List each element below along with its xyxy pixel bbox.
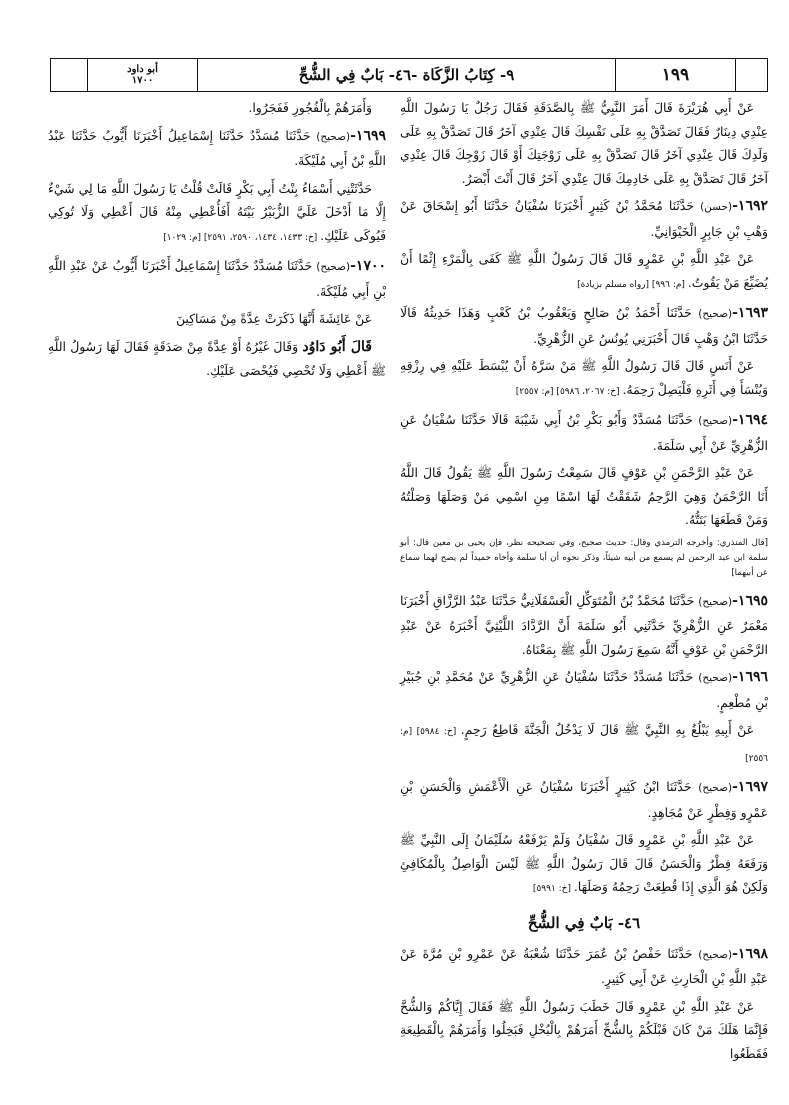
hadith-number: ١٧٠٠- (350, 258, 386, 274)
hadith-body: وَقَالَ غَيْرُهُ أَوْ عِدَّةً مِنْ صَدَقَةٍ فَقَالَ لَهَا رَسُولُ اللَّهِ ﷺ أَعْطِي وَلَا تُحْصِي فَيُحْصَى عَلَيْكِ. (48, 338, 386, 378)
hadith-grade: (صحيح) (698, 672, 733, 684)
hadith-number: ١٦٩٦- (732, 669, 768, 685)
hadith-reference: [خ: ١٤٣٣، ١٤٣٤، ٢٥٩٠، ٢٥٩١] [م: ١٠٢٩] (163, 232, 321, 243)
hadith-body: حَدَّثَنَا ابْنُ كَثِيرٍ أَخْبَرَنَا سُفْيَانُ عَنِ الْأَعْمَشِ وَالْحَسَنِ بْنِ عَمْرٍو وَفِطْرٍ عَنْ مُجَاهِدٍ. (400, 779, 768, 820)
hadith-body: عَنْ أَبِيهِ يَبْلُغُ بِهِ النَّبِيَّ ﷺ قَالَ لَا يَدْخُلُ الْجَنَّةَ قَاطِعُ رَحِمٍ. (460, 722, 755, 737)
header-book-cell (87, 59, 197, 91)
hadith-chain (400, 301, 768, 350)
hadith-text (48, 177, 386, 251)
hadith-text (48, 96, 386, 120)
hadith-grade: (صحيح) (698, 415, 733, 427)
hadith-chain (48, 254, 386, 303)
hadith-text (48, 335, 386, 383)
hadith-chain (400, 942, 768, 991)
author-remark: قَالَ أَبُو دَاوُد (302, 338, 372, 355)
hadith-grade: (صحيح) (698, 595, 733, 608)
hadith-text (400, 828, 768, 902)
hadith-reference: [خ: ٥٩٩١] (532, 884, 574, 894)
hadith-body: عَنْ عَبْدِ اللَّهِ بْنِ عَمْرٍو قَالَ خَطَبَ رَسُولُ اللَّهِ ﷺ فَقَالَ إِيَّاكُمْ وَالشُّحَّ فَإِنَّمَا هَلَكَ مَنْ كَانَ قَبْلَكُمْ بِالشُّحِّ أَمَرَهُمْ بِالْبُخْلِ فَبَخِلُوا وَأَمَرَهُمْ بِالْقَطِيعَةِ فَقَطَعُوا (400, 998, 768, 1061)
hadith-body: عَنْ عَبْدِ اللَّهِ بْنِ عَمْرٍو قَالَ سُفْيَانُ وَلَمْ يَرْفَعْهُ سُلَيْمَانُ إِلَى النَّبِيِّ ﷺ وَرَفَعَهُ فِطْرٌ وَالْحَسَنُ قَالَ قَالَ رَسُولُ اللَّهِ ﷺ لَيْسَ الْوَاصِلُ بِالْمُكَافِئِ وَلَكِنْ هُوَ الَّذِي إِذَا قُطِعَتْ رَحِمُهُ وَصَلَهَا. (400, 832, 768, 894)
hadith-number: ١٦٩٧- (732, 779, 768, 795)
left-column (48, 96, 386, 387)
hadith-chain (400, 665, 768, 714)
hadith-grade: (صحيح) (698, 308, 733, 320)
hadith-number: ١٦٩٨- (732, 945, 768, 962)
page-number: ١٩٩ (615, 59, 735, 91)
hadith-body: حَدَّثَنَا أَحْمَدُ بْنُ صَالِحٍ وَيَعْقُوبُ بْنُ كَعْبٍ وَهَذَا حَدِيثُهُ قَالَا حَدَّثَنَا ابْنُ وَهْبٍ قَالَ أَخْبَرَنِي يُونُسُ عَنِ الزُّهْرِيِّ. (400, 305, 768, 346)
hadith-text (400, 247, 768, 297)
hadith-body: عَنْ عَبْدِ اللَّهِ بْنِ عَمْرٍو قَالَ قَالَ رَسُولُ اللَّهِ ﷺ كَفَى بِالْمَرْءِ إِثْمًا أَنْ يُضَيِّعَ مَنْ يَقُوتُ. (400, 251, 768, 290)
hadith-chain (400, 775, 768, 824)
hadith-body: حَدَّثَتْنِي أَسْمَاءُ بِنْتُ أَبِي بَكْرٍ قَالَتْ قُلْتُ يَا رَسُولَ اللَّهِ مَا لِي شَيْءٌ إِلَّا مَا أَدْخَلَ عَلَيَّ الزُّبَيْرُ بَيْتَهُ أَفَأُعْطِي مِنْهُ قَالَ أَعْطِي وَلَا تُوكِي فَيُوكَى عَلَيْكِ. (48, 180, 386, 243)
book-name: أبو داود (127, 64, 158, 75)
hadith-text (48, 307, 386, 331)
hadith-number: ١٦٩٩- (350, 127, 386, 144)
hadith-body: حَدَّثَنَا مُحَمَّدُ بْنُ الْمُتَوَكِّلِ الْعَسْقَلَانِيُّ حَدَّثَنَا عَبْدُ الرَّزَّاقِ أَخْبَرَنَا مَعْمَرٌ عَنِ الزُّهْرِيِّ حَدَّثَنِي أَبُو سَلَمَةَ أَنَّ الرَّدَّادَ اللَّيْثِيَّ أَخْبَرَهُ عَنْ عَبْدِ الرَّحْمَنِ بْنِ عَوْفٍ أَنَّهُ سَمِعَ رَسُولَ اللَّهِ ﷺ بِمَعْنَاهُ. (400, 592, 768, 657)
header-blank-cell (735, 59, 767, 91)
page-header (50, 58, 768, 92)
chapter-title: ٩- كِتَابُ الزَّكَاة -٤٦- بَابٌ فِي الشُّحِّ (197, 59, 615, 91)
hadith-body: حَدَّثَنَا مُسَدَّدٌ حَدَّثَنَا إِسْمَاعِيلُ أَخْبَرَنَا أَيُّوبُ عَنْ عَبْدِ اللَّهِ بْنِ أَبِي مُلَيْكَةَ. (48, 258, 386, 299)
hadith-chain (400, 408, 768, 457)
hadith-reference: [خ: ٢٠٦٧، ٥٩٨٦] [م: ٢٥٥٧] (515, 386, 623, 397)
hadith-grade: (حسن) (700, 201, 733, 213)
hadith-body: حَدَّثَنَا مُسَدَّدٌ حَدَّثَنَا سُفْيَانُ عَنِ الزُّهْرِيِّ عَنْ مُحَمَّدِ بْنِ جُبَيْرِ بْنِ مُطْعِمٍ. (400, 669, 768, 710)
hadith-number: ١٦٩٤- (732, 412, 768, 428)
hadith-number: ١٦٩٥- (732, 592, 768, 609)
hadith-body: وَأَمَرَهُمْ بِالْفُجُورِ فَفَجَرُوا. (248, 100, 372, 115)
hadith-body: حَدَّثَنَا مُحَمَّدُ بْنُ كَثِيرٍ أَخْبَرَنَا سُفْيَانُ حَدَّثَنَا أَبُو إِسْحَاقَ عَنْ وَهْبِ بْنِ جَابِرٍ الْخَيْوَانِيِّ. (400, 198, 768, 239)
hadith-grade: (صحيح) (316, 130, 351, 143)
right-column (400, 96, 768, 1069)
hadith-grade: (صحيح) (698, 948, 733, 961)
hadith-reference: [م: ٩٩٦] [رواه مسلم بزيادة] (577, 279, 688, 290)
hadith-body: حَدَّثَنَا مُسَدَّدٌ وَأَبُو بَكْرِ بْنُ أَبِي شَيْبَةَ قَالَا حَدَّثَنَا سُفْيَانُ عَنِ الزُّهْرِيِّ عَنْ أَبِي سَلَمَةَ. (400, 412, 768, 453)
chapter-heading: ٤٦- بَابٌ فِي الشُّحِّ (527, 913, 641, 932)
header-blank-cell (51, 59, 87, 91)
hadith-text (400, 995, 768, 1066)
hadith-text (400, 354, 768, 404)
hadith-range: ١٧٠٠ (131, 75, 154, 86)
hadith-body: عَنْ عَائِشَةَ أَنَّهَا ذَكَرَتْ عِدَّةً مِنْ مَسَاكِينَ (175, 311, 372, 326)
hadith-chain (48, 124, 386, 173)
hadith-chain (400, 589, 768, 662)
hadith-reference: [خ: ٥٩٨٤] [م: ٢٥٥٦] (400, 727, 768, 764)
hadith-text (400, 718, 768, 771)
hadith-grade: (صحيح) (316, 261, 351, 273)
hadith-number: ١٦٩٢- (732, 198, 768, 214)
hadith-text (400, 96, 768, 190)
hadith-number: ١٦٩٣- (732, 305, 768, 321)
footnote: [قال المنذري: وأخرجه الترمذي وقال: حديث صحيح، وفي تصحيحه نظر، فإن يحيى بن معين قال: أبو سلمة ابن عبد الرحمن لم يسمع من أبيه شيئاً، وذكر نحوه أن أبا سلمة وأخاه حميداً لم يصح لهما سماع عن أبيهما] (400, 537, 768, 578)
hadith-body: حَدَّثَنَا مُسَدَّدٌ حَدَّثَنَا إِسْمَاعِيلُ أَخْبَرَنَا أَيُّوبُ حَدَّثَنَا عَبْدُ اللَّهِ بْنُ أَبِي مُلَيْكَةَ. (48, 127, 386, 168)
hadith-body: عَنْ أَنَسٍ قَالَ قَالَ رَسُولُ اللَّهِ ﷺ مَنْ سَرَّهُ أَنْ يُبْسَطَ عَلَيْهِ فِي رِزْقِهِ وَيُنْسَأَ فِي أَثَرِهِ فَلْيَصِلْ رَحِمَهُ. (400, 358, 768, 397)
hadith-chain (400, 194, 768, 243)
hadith-body: حَدَّثَنَا حَفْصُ بْنُ عُمَرَ حَدَّثَنَا شُعْبَةُ عَنْ عَمْرِو بْنِ مُرَّةَ عَنْ عَبْدِ اللَّهِ بْنِ الْحَارِثِ عَنْ أَبِي كَثِيرٍ. (400, 945, 768, 986)
hadith-grade: (صحيح) (698, 782, 733, 794)
hadith-body: عَنْ عَبْدِ الرَّحْمَنِ بْنِ عَوْفٍ قَالَ سَمِعْتُ رَسُولَ اللَّهِ ﷺ يَقُولُ قَالَ اللَّهُ أَنَا الرَّحْمَنُ وَهِيَ الرَّحِمُ شَقَقْتُ لَهَا اسْمًا مِنِ اسْمِي مَنْ وَصَلَهَا وَصَلْتُهُ وَمَنْ قَطَعَهَا بَتَتُّهُ. (400, 465, 768, 527)
hadith-body: عَنْ أَبِي هُرَيْرَةَ قَالَ أَمَرَ النَّبِيُّ ﷺ بِالصَّدَقَةِ فَقَالَ رَجُلٌ يَا رَسُولَ اللَّهِ عِنْدِي دِينَارٌ فَقَالَ تَصَدَّقْ بِهِ عَلَى نَفْسِكَ قَالَ عِنْدِي آخَرُ قَالَ تَصَدَّقْ بِهِ عَلَى وَلَدِكَ قَالَ عِنْدِي آخَرُ قَالَ تَصَدَّقْ بِهِ عَلَى زَوْجَتِكَ أَوْ قَالَ زَوْجِكَ قَالَ عِنْدِي آخَرُ قَالَ تَصَدَّقْ بِهِ عَلَى خَادِمِكَ قَالَ عِنْدِي آخَرُ قَالَ أَنْتَ أَبْصَرُ. (400, 100, 768, 186)
hadith-text (400, 461, 768, 532)
